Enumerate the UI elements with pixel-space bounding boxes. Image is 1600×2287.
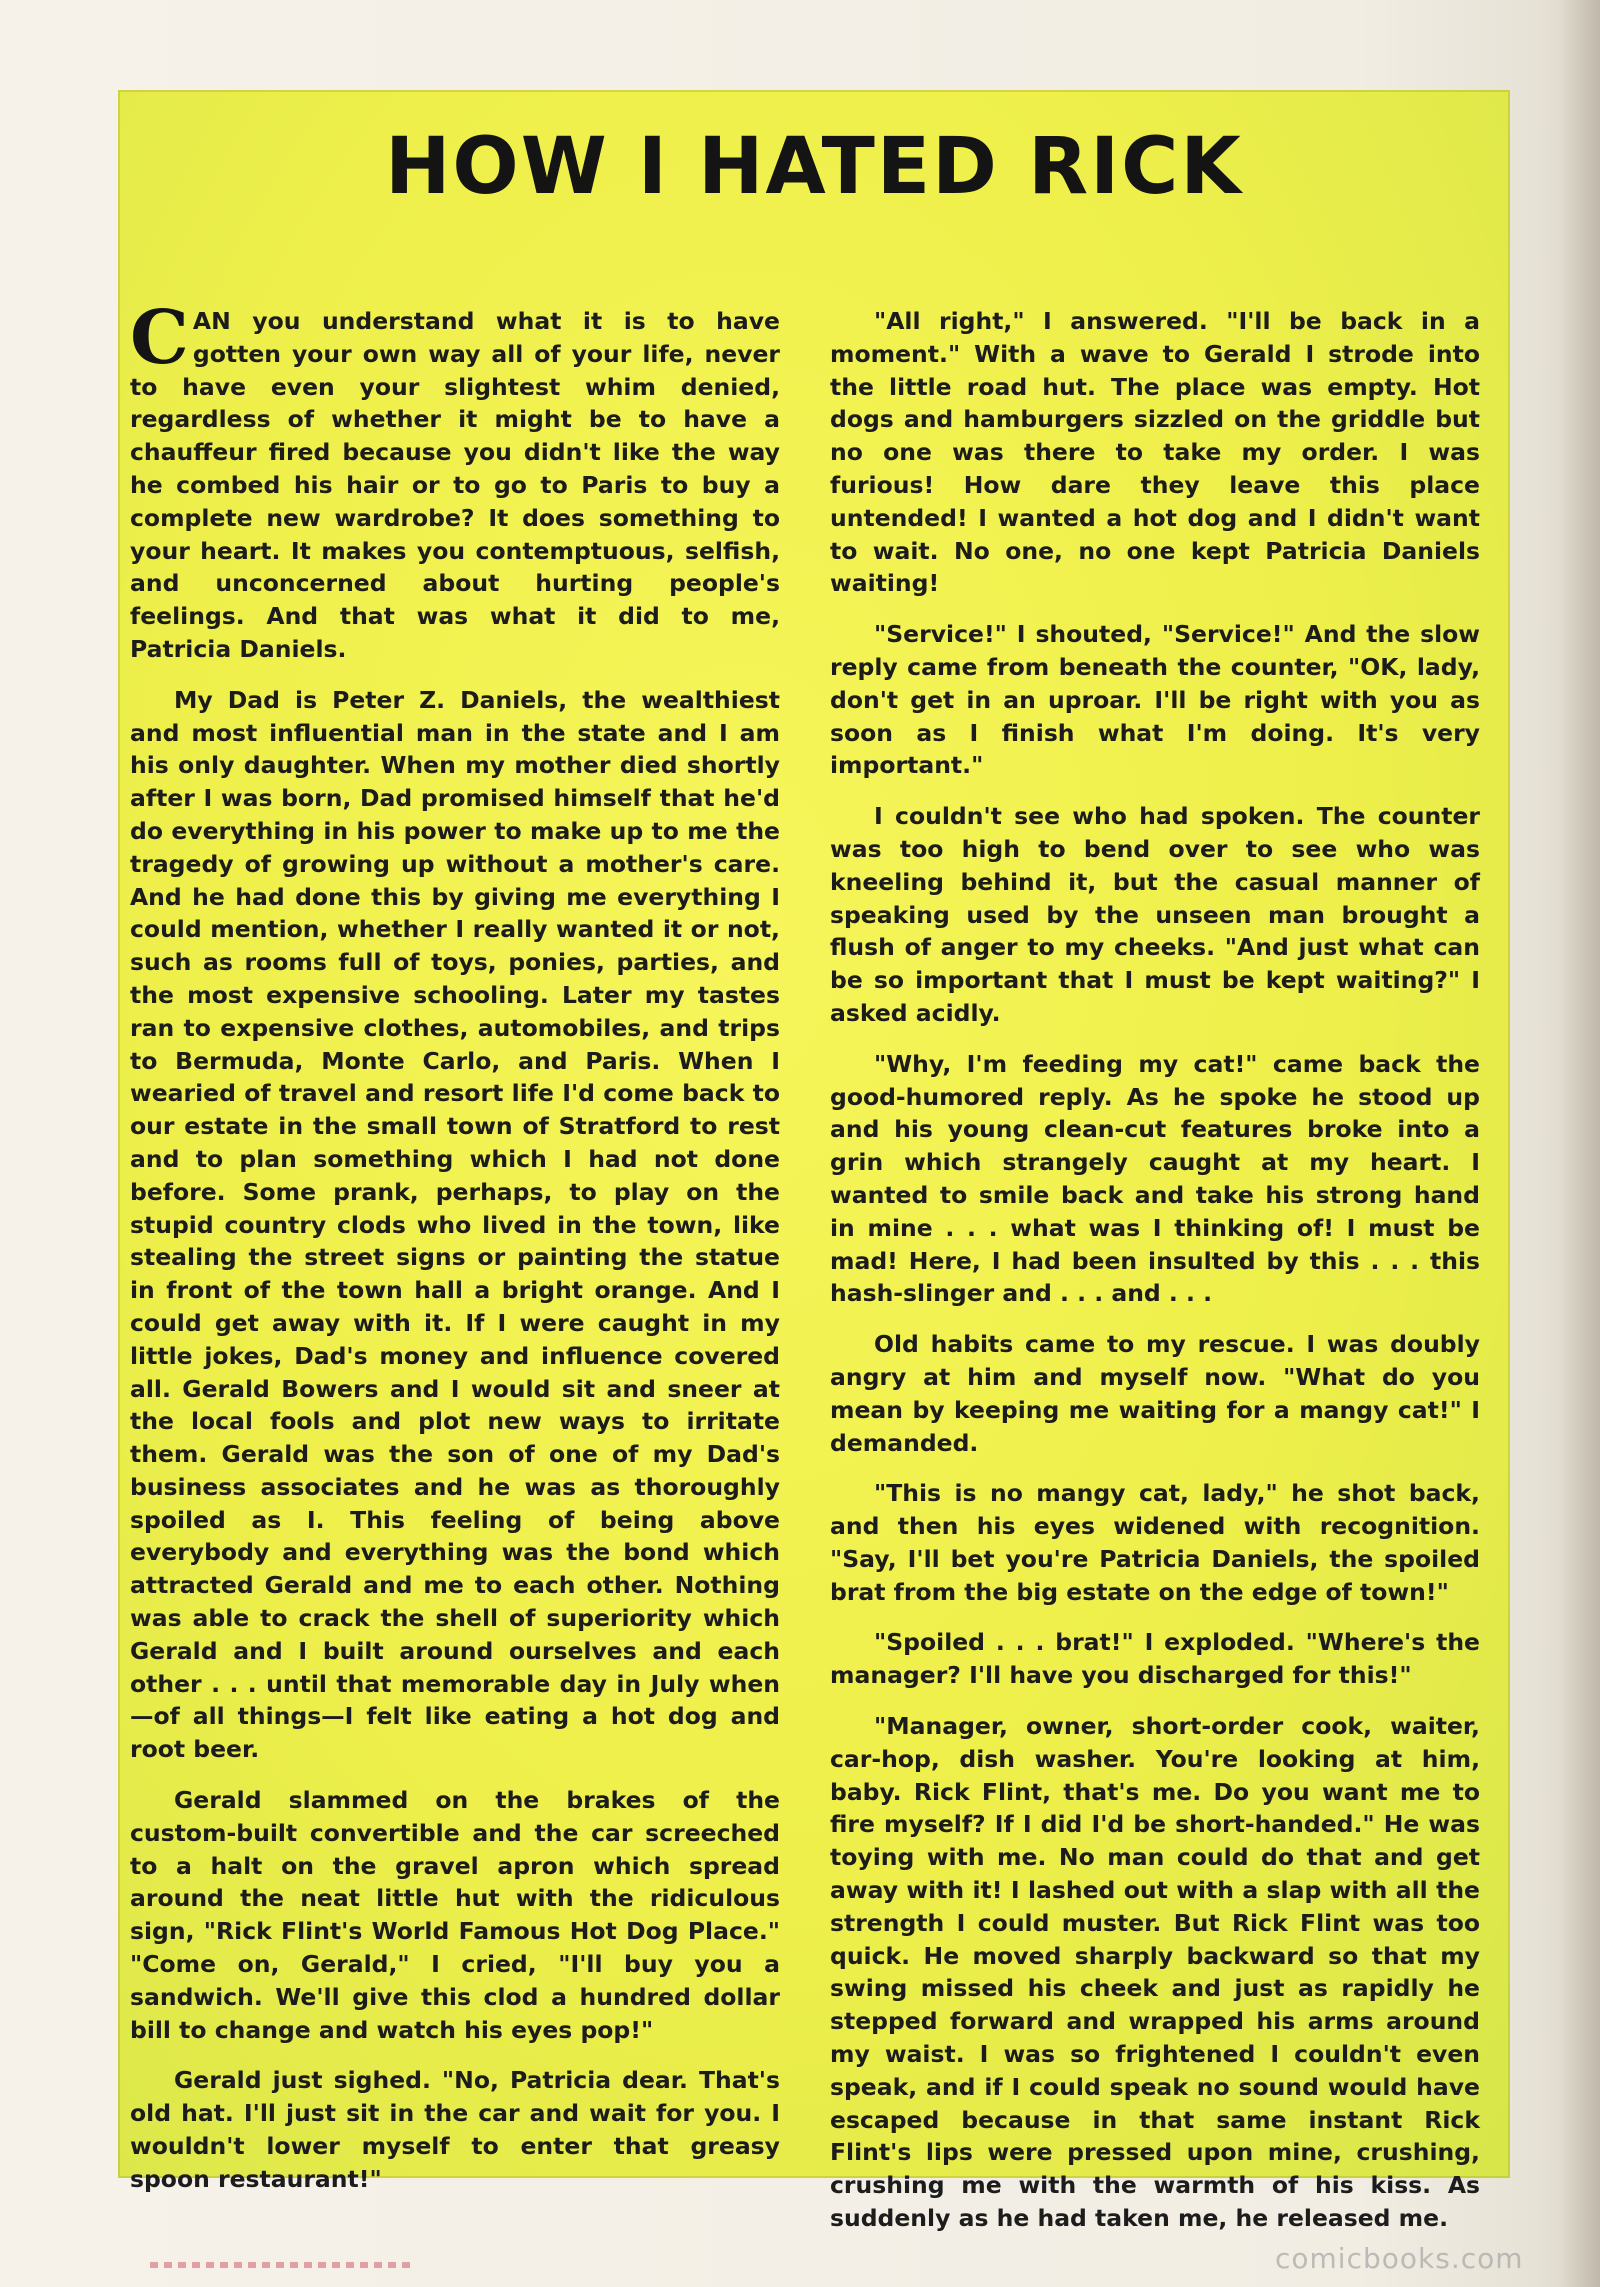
paragraph-10: "This is no mangy cat, lady," he shot back, and then his eyes widened with recognition. "Say, I'll bet you're Patricia Daniels, the spoiled brat from the big estate on the edge of town!" (830, 1479, 1480, 1606)
paragraph-6: "Service!" I shouted, "Service!" And the slow reply came from beneath the counter, "OK, lady, don't get in an uproar. I'll be right with you as soon as I finish what I'm doing. It's very important." (830, 620, 1480, 780)
paragraph-8: "Why, I'm feeding my cat!" came back the good-humored reply. As he spoke he stood up and his young clean-cut features broke into a grin which strangely caught at my heart. I wanted to smile back and take his strong hand in mine . . . what was I thinking of! I must be mad! Here, I had been insulted by this . . . this hash-slinger and . . . and . . . (830, 1049, 1480, 1308)
paragraph-11: "Spoiled . . . brat!" I exploded. "Where's the manager? I'll have you discharged for this!" (830, 1628, 1480, 1690)
paragraph-1 (130, 295, 780, 666)
site-watermark: comicbooks.com (1275, 2242, 1524, 2275)
drop-cap: C (130, 295, 189, 381)
paragraph-3: Gerald slammed on the brakes of the custom-built convertible and the car screeched to a halt on the gravel apron which spread around the neat little hut with the ridiculous sign, "Rick Flint's World Famous Hot Dog Place." "Come on, Gerald," I cried, "I'll buy you a sandwich. We'll give this clod a hundred dollar bill to change and watch his eyes pop!" (130, 1786, 780, 2044)
paragraph-5: "All right," I answered. "I'll be back in a moment." With a wave to Gerald I strode into the little road hut. The place was empty. Hot dogs and hamburgers sizzled on the griddle but no one was there to take my order. I was furious! How dare they leave this place untended! I wanted a hot dog and I didn't want to wait. No one, no one kept Patricia Daniels waiting! (830, 307, 1480, 598)
paragraph-7: I couldn't see who had spoken. The counter was too high to bend over to see who was kneeling behind it, but the casual manner of speaking used by the unseen man brought a flush of anger to my cheeks. "And just what can be so important that I must be kept waiting?" I asked acidly. (830, 802, 1480, 1027)
paragraph-text: AN you understand what it is to have gotten your own way all of your life, never to have even your slightest whim denied, regardless of whether it might be to have a chauffeur fired because you didn't like the way he combed his hair or to go to Paris to buy a complete new wardrobe? It does something to your heart. It makes you contemptuous, selfish, and unconcerned about hurting people's feelings. And that was what it did to me, Patricia Daniels. (130, 307, 780, 663)
paragraph-2: My Dad is Peter Z. Daniels, the wealthiest and most influential man in the state and I am his only daughter. When my mother died shortly after I was born, Dad promised himself that he'd do everything in his power to make up to me the tragedy of growing up without a mother's care. And he had done this by giving me everything I could mention, whether I really wanted it or not, such as rooms full of toys, ponies, parties, and the most expensive schooling. Later my tastes ran to expensive clothes, automobiles, and trips to Bermuda, Monte Carlo, and Paris. When I wearied of travel and resort life I'd come back to our estate in the small town of Stratford to rest and to plan something which I had not done before. Some prank, perhaps, to play on the stupid country clods who lived in the town, like stealing the street signs or painting the statue in front of the town hall a bright orange. And I could get away with it. If I were caught in my little jokes, Dad's money and influence covered all. Gerald Bowers and I would sit and sneer at the local fools and plot new ways to irritate them. Gerald was the son of one of my Dad's business associates and he was as thoroughly spoiled as I. This feeling of being above everybody and everything was the bond which attracted Gerald and me to each other. Nothing was able to crack the shell of superiority which Gerald and I built around ourselves and each other . . . until that memorable day in July when —of all things—I felt like eating a hot dog and root beer. (130, 685, 780, 1764)
story-title: HOW I HATED RICK (385, 122, 1243, 212)
story-panel (118, 90, 1510, 2233)
paragraph-12: "Manager, owner, short-order cook, waiter, car-hop, dish washer. You're looking at him, baby. Rick Flint, that's me. Do you want me to fire myself? If I did I'd be short-handed." He was toying with me. No man could do that and get away with it! I lashed out with a slap with all the strength I could muster. But Rick Flint was too quick. He moved sharply backward so that my swing missed his cheek and just as rapidly he stepped forward and wrapped his arms around my waist. I was so frightened I couldn't even speak, and if I could speak no sound would have escaped because in that same instant Rick Flint's lips were pressed upon mine, crushing, crushing me with the warmth of his kiss. As suddenly as he had taken me, he released me. (830, 1712, 1480, 2233)
print-registration-mark (150, 2262, 410, 2268)
left-column (130, 295, 780, 2214)
right-column (830, 305, 1480, 2253)
paragraph-9: Old habits came to my rescue. I was doubly angry at him and myself now. "What do you mean by keeping me waiting for a mangy cat!" I demanded. (830, 1330, 1480, 1457)
paragraph-4: Gerald just sighed. "No, Patricia dear. That's old hat. I'll just sit in the car and wait for you. I wouldn't lower myself to enter that greasy spoon restaurant!" (130, 2066, 780, 2193)
spine-shadow (1560, 0, 1600, 2287)
